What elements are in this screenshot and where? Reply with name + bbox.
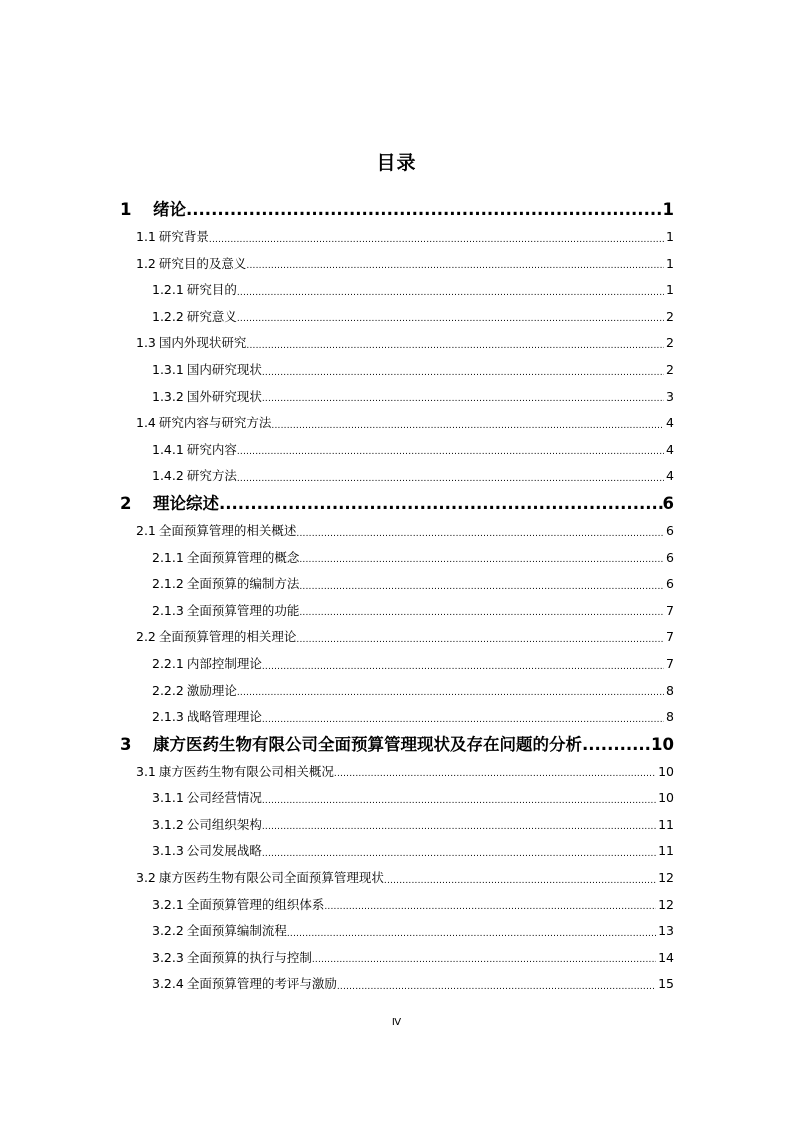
- toc-entry-page: 15: [658, 976, 674, 992]
- toc-entry-page: 13: [658, 923, 674, 939]
- toc-entry-number: 2.2.2: [152, 682, 184, 698]
- toc-entry-title: 康方医药生物有限公司相关概况: [158, 763, 334, 779]
- toc-entry-level-2[interactable]: [118, 251, 674, 278]
- toc-leader-dots: [299, 576, 664, 598]
- toc-leader-dots: [296, 629, 664, 651]
- toc-entry-number: 3.2.1: [152, 896, 184, 912]
- toc-entry-page: 7: [666, 602, 674, 618]
- toc-entry-level-2[interactable]: [118, 224, 674, 251]
- toc-entry-title: 全面预算编制流程: [186, 923, 287, 939]
- toc-entry-title: 理论综述: [153, 493, 219, 513]
- page-number-footer: Ⅳ: [391, 1017, 402, 1028]
- toc-entry-number: 1.2: [136, 255, 156, 271]
- toc-entry-page: 1: [666, 282, 674, 298]
- toc-leader-dots: [237, 682, 664, 704]
- toc-entry-number: 3.1: [136, 763, 156, 779]
- toc-entry-number: 1.4: [136, 415, 156, 431]
- toc-entry-title: 全面预算管理的相关概述: [158, 522, 297, 538]
- toc-entry-page: 4: [666, 468, 674, 484]
- toc-entry-page: 8: [666, 682, 674, 698]
- toc-entry-number: 2.2: [136, 629, 156, 645]
- toc-entry-page: 3: [666, 388, 674, 404]
- toc-entry-level-3[interactable]: [118, 545, 674, 572]
- toc-leader-dots: [299, 602, 664, 624]
- toc-entry-title: 国内研究现状: [186, 361, 262, 377]
- toc-entry-level-3[interactable]: [118, 357, 674, 384]
- toc-entry-number: 3.1.3: [152, 843, 184, 859]
- toc-entry-title: 全面预算管理的组织体系: [186, 896, 325, 912]
- toc-entry-page: 6: [666, 549, 674, 565]
- toc-entry-page: 10: [658, 763, 674, 779]
- toc-entry-level-2[interactable]: [118, 865, 674, 892]
- toc-entry-level-3[interactable]: [118, 704, 674, 731]
- toc-entry-level-2[interactable]: [118, 518, 674, 545]
- page-title: 目录: [376, 152, 417, 174]
- toc-entry-title: 国外研究现状: [186, 388, 262, 404]
- toc-entry-page: 7: [666, 655, 674, 671]
- toc-entry-level-3[interactable]: [118, 651, 674, 678]
- toc-entry-number: 3.2.2: [152, 923, 184, 939]
- toc-entry-number: 3.2.4: [152, 976, 184, 992]
- toc-entry-page: 14: [658, 949, 674, 965]
- toc-entry-level-3[interactable]: [118, 277, 674, 304]
- toc-leader-dots: [219, 490, 663, 518]
- toc-entry-number: 1.3.2: [152, 388, 184, 404]
- toc-entry-number: 3.2: [136, 870, 156, 886]
- toc-entry-number: 1.4.1: [152, 441, 184, 457]
- toc-entry-page: 6: [666, 522, 674, 538]
- toc-entry-title: 全面预算管理的考评与激励: [186, 976, 337, 992]
- toc-entry-level-3[interactable]: [118, 971, 674, 998]
- toc-leader-dots: [262, 843, 656, 865]
- toc-leader-dots: [237, 308, 664, 330]
- toc-leader-dots: [337, 976, 656, 998]
- toc-entry-level-3[interactable]: [118, 945, 674, 972]
- toc-leader-dots: [299, 549, 664, 571]
- toc-leader-dots: [186, 196, 663, 224]
- toc-entry-level-3[interactable]: [118, 892, 674, 919]
- toc-entry-page: 1: [666, 229, 674, 244]
- toc-entry-title: 研究方法: [186, 468, 237, 484]
- toc-leader-dots: [271, 415, 664, 437]
- toc-entry-title: 内部控制理论: [186, 655, 262, 671]
- toc-entry-level-3[interactable]: [118, 384, 674, 411]
- toc-entry-title: 研究目的: [186, 282, 237, 298]
- toc-entry-level-3[interactable]: [118, 571, 674, 598]
- toc-entry-page: 2: [666, 335, 674, 351]
- toc-entry-level-1[interactable]: [118, 490, 674, 518]
- toc-entry-title: 研究背景: [158, 229, 209, 244]
- toc-entry-level-2[interactable]: [118, 759, 674, 786]
- toc-entry-title: 全面预算管理的功能: [186, 602, 300, 618]
- toc-entry-number: 3.2.3: [152, 949, 184, 965]
- toc-entry-number: 3.1.2: [152, 816, 184, 832]
- toc-entry-title: 康方医药生物有限公司全面预算管理现状: [158, 870, 384, 886]
- toc-entry-page: 10: [651, 734, 674, 754]
- toc-entry-level-3[interactable]: [118, 678, 674, 705]
- toc-entry-number: 3: [120, 734, 132, 754]
- toc-entry-page: 12: [658, 870, 674, 886]
- toc-entry-title: 全面预算管理的概念: [186, 549, 300, 565]
- toc-leader-dots: [384, 870, 656, 892]
- toc-entry-level-1[interactable]: [118, 731, 674, 759]
- toc-entry-level-3[interactable]: [118, 437, 674, 464]
- toc-entry-page: 11: [658, 816, 674, 832]
- toc-entry-number: 1: [120, 200, 132, 219]
- toc-leader-dots: [334, 763, 656, 785]
- toc-entry-title: 研究内容: [186, 441, 237, 457]
- toc-entry-page: 2: [666, 308, 674, 324]
- toc-entry-number: 1.2.1: [152, 282, 184, 298]
- toc-entry-title: 国内外现状研究: [158, 335, 247, 351]
- toc-entry-level-3[interactable]: [118, 463, 674, 490]
- toc-entry-page: 4: [666, 415, 674, 431]
- toc-entry-number: 1.1: [136, 229, 156, 244]
- toc-leader-dots: [209, 229, 664, 251]
- toc-entry-number: 3.1.1: [152, 790, 184, 806]
- toc-entry-number: 2: [120, 493, 132, 513]
- toc-entry-page: 8: [666, 709, 674, 725]
- toc-entry-page: 4: [666, 441, 674, 457]
- toc-leader-dots: [237, 468, 664, 490]
- toc-entry-title: 战略管理理论: [186, 709, 262, 725]
- toc-entry-level-3[interactable]: [118, 304, 674, 331]
- toc-entry-number: 2.1: [136, 522, 156, 538]
- toc-entry-page: 10: [658, 790, 674, 806]
- toc-leader-dots: [246, 255, 664, 277]
- toc-entry-level-3[interactable]: [118, 838, 674, 865]
- toc-entry-level-2[interactable]: [118, 330, 674, 357]
- toc-leader-dots: [324, 896, 656, 918]
- toc-entry-level-1[interactable]: [118, 196, 674, 224]
- toc-leader-dots: [262, 656, 664, 678]
- toc-entry-page: 2: [666, 361, 674, 377]
- toc-entry-title: 绪论: [153, 200, 186, 219]
- toc-entry-title: 全面预算的执行与控制: [186, 949, 312, 965]
- toc-entry-number: 1.2.2: [152, 308, 184, 324]
- toc-leader-dots: [262, 816, 656, 838]
- toc-leader-dots: [296, 523, 664, 545]
- toc-entry-page: 6: [662, 493, 674, 513]
- toc-leader-dots: [246, 335, 664, 357]
- toc-leader-dots: [262, 362, 664, 384]
- toc-entry-level-3[interactable]: [118, 785, 674, 812]
- table-of-contents: [118, 196, 674, 998]
- toc-entry-page: 12: [658, 896, 674, 912]
- toc-entry-page: 7: [666, 629, 674, 645]
- toc-entry-number: 1.4.2: [152, 468, 184, 484]
- toc-entry-level-3[interactable]: [118, 598, 674, 625]
- toc-entry-title: 研究内容与研究方法: [158, 415, 272, 431]
- toc-leader-dots: [237, 282, 664, 304]
- toc-leader-dots: [237, 441, 664, 463]
- toc-entry-title: 全面预算的编制方法: [186, 576, 300, 592]
- toc-entry-number: 1.3: [136, 335, 156, 351]
- toc-entry-page: 6: [666, 576, 674, 592]
- toc-entry-number: 2.1.2: [152, 576, 184, 592]
- toc-entry-title: 公司发展战略: [186, 843, 262, 859]
- toc-entry-page: 1: [662, 200, 674, 219]
- toc-entry-number: 2.1.3: [152, 709, 184, 725]
- toc-entry-level-3[interactable]: [118, 812, 674, 839]
- toc-entry-title: 公司经营情况: [186, 790, 262, 806]
- toc-entry-number: 2.1.3: [152, 602, 184, 618]
- toc-entry-level-2[interactable]: [118, 410, 674, 437]
- toc-entry-title: 研究意义: [186, 308, 237, 324]
- toc-entry-title: 研究目的及意义: [158, 255, 247, 271]
- toc-leader-dots: [287, 923, 656, 945]
- toc-entry-page: 1: [666, 255, 674, 271]
- toc-entry-level-2[interactable]: [118, 624, 674, 651]
- toc-entry-number: 2.2.1: [152, 655, 184, 671]
- toc-entry-title: 康方医药生物有限公司全面预算管理现状及存在问题的分析: [153, 734, 582, 754]
- toc-entry-number: 1.3.1: [152, 361, 184, 377]
- toc-leader-dots: [262, 709, 664, 731]
- toc-leader-dots: [262, 790, 656, 812]
- toc-entry-title: 全面预算管理的相关理论: [158, 629, 297, 645]
- toc-leader-dots: [262, 388, 664, 410]
- toc-entry-level-3[interactable]: [118, 918, 674, 945]
- toc-entry-title: 激励理论: [186, 682, 237, 698]
- toc-entry-title: 公司组织架构: [186, 816, 262, 832]
- toc-entry-number: 2.1.1: [152, 549, 184, 565]
- toc-leader-dots: [582, 731, 651, 759]
- toc-entry-page: 11: [658, 843, 674, 859]
- toc-leader-dots: [312, 949, 656, 971]
